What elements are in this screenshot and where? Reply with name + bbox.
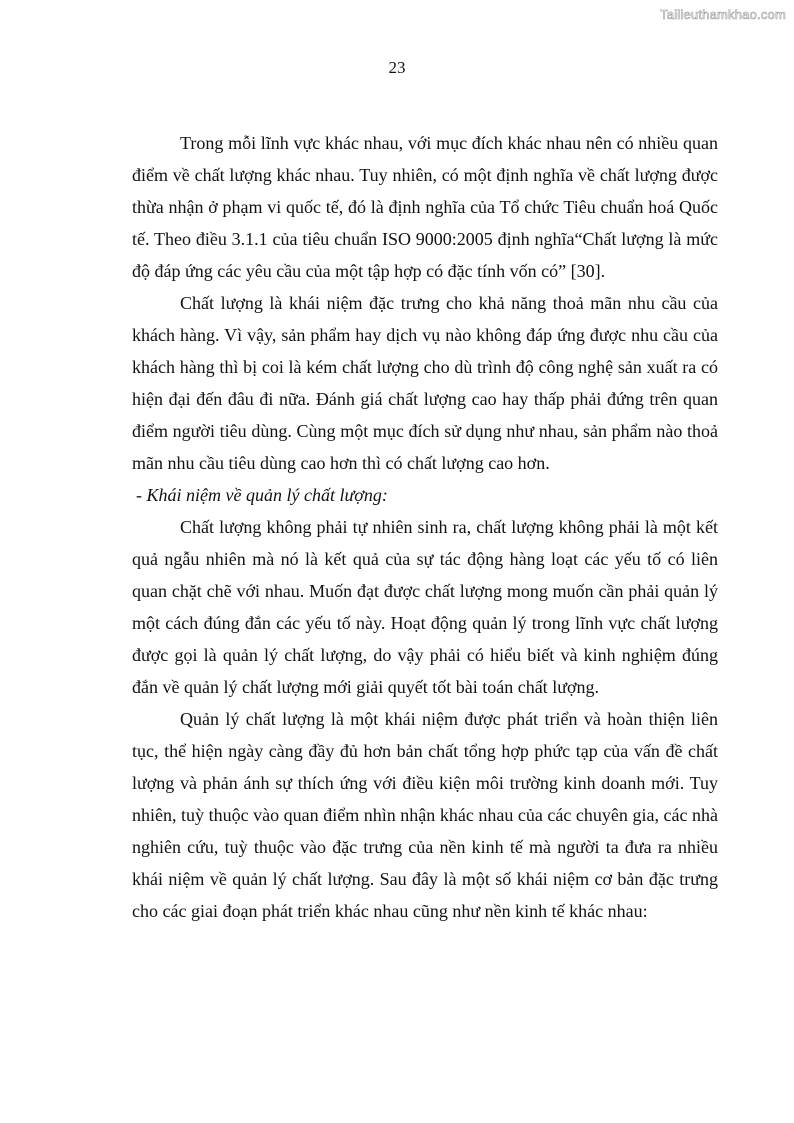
paragraph-quality-not-natural: Chất lượng không phải tự nhiên sinh ra, chất lượng không phải là một kết quả ngẫu nhiên mà nó là kết quả của sự tác động hàng loạt các yếu tố có liên quan chặt chẽ với nhau. Muốn đạt được chất lượng mong muốn cần phải quản lý một cách đúng đắn các yếu tố này. Hoạt động quản lý trong lĩnh vực chất lượng được gọi là quản lý chất lượng, do vậy phải có hiểu biết và kinh nghiệm đúng đắn về quản lý chất lượng mới giải quyết tốt bài toán chất lượng.	[132, 517, 718, 697]
paragraph-quality-management-concept: Quản lý chất lượng là một khái niệm được phát triển và hoàn thiện liên tục, thể hiện ngày càng đầy đủ hơn bản chất tổng hợp phức tạp của vấn đề chất lượng và phản ánh sự thích ứng với điều kiện môi trường kinh doanh mới. Tuy nhiên, tuỳ thuộc vào quan điểm nhìn nhận khác nhau của các chuyên gia, các nhà nghiên cứu, tuỳ thuộc vào đặc trưng của nền kinh tế mà người ta đưa ra nhiều khái niệm về quản lý chất lượng. Sau đây là một số khái niệm cơ bản đặc trưng cho các giai đoạn phát triển khác nhau cũng như nền kinh tế khác nhau:	[132, 709, 718, 921]
section-heading-quality-management: - Khái niệm về quản lý chất lượng:	[136, 485, 388, 505]
document-body	[132, 127, 718, 927]
watermark-text: Tailieuthamkhao.com	[660, 7, 786, 22]
paragraph-quality-concept: Chất lượng là khái niệm đặc trưng cho khả năng thoả mãn nhu cầu của khách hàng. Vì vậy, sản phẩm hay dịch vụ nào không đáp ứng được nhu cầu của khách hàng thì bị coi là kém chất lượng cho dù trình độ công nghệ sản xuất ra có hiện đại đến đâu đi nữa. Đánh giá chất lượng cao hay thấp phải đứng trên quan điểm người tiêu dùng. Cùng một mục đích sử dụng như nhau, sản phẩm nào thoả mãn nhu cầu tiêu dùng cao hơn thì có chất lượng cao hơn.	[132, 293, 718, 473]
page-number: 23	[388, 58, 406, 77]
paragraph-quality-definitions: Trong mỗi lĩnh vực khác nhau, với mục đích khác nhau nên có nhiều quan điểm về chất lượng khác nhau. Tuy nhiên, có một định nghĩa về chất lượng được thừa nhận ở phạm vi quốc tế, đó là định nghĩa của Tổ chức Tiêu chuẩn hoá Quốc tế. Theo điều 3.1.1 của tiêu chuẩn ISO 9000:2005 định nghĩa“Chất lượng là mức độ đáp ứng các yêu cầu của một tập hợp có đặc tính vốn có” [30].	[132, 133, 718, 281]
